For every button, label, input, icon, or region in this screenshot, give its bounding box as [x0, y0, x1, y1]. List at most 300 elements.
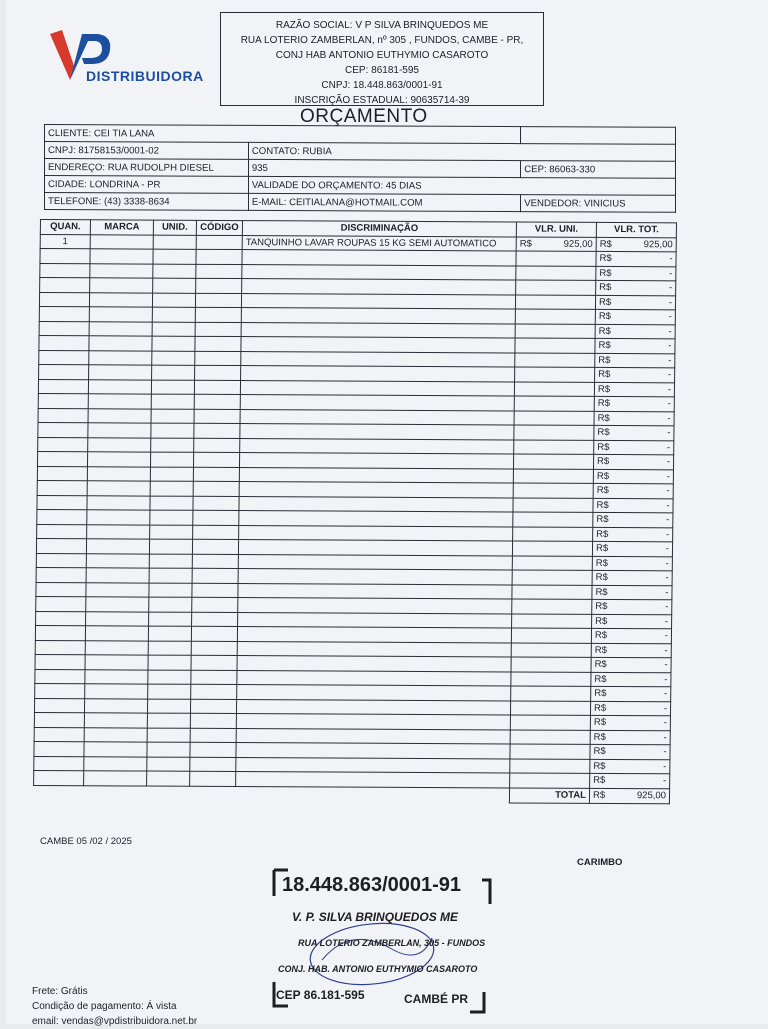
- empty-cell: [194, 409, 240, 424]
- client-cnpj: CNPJ: 81758153/0001-02: [45, 142, 249, 160]
- empty-cell: [152, 322, 195, 337]
- empty-cell: [86, 553, 149, 568]
- empty-cell: [242, 264, 516, 280]
- row-total-cell: [590, 773, 670, 788]
- valor-unitario: 925,00: [563, 238, 593, 250]
- empty-value: -: [667, 369, 672, 381]
- empty-cell: [84, 698, 147, 713]
- empty-cell: [84, 713, 147, 728]
- empty-cell: [241, 366, 515, 382]
- row-total-cell: [596, 251, 676, 266]
- item-codigo: [196, 235, 242, 250]
- empty-value: -: [666, 485, 670, 497]
- empty-value: -: [668, 311, 672, 323]
- currency-symbol: R$: [597, 412, 610, 424]
- row-total-cell: [594, 382, 674, 397]
- empty-cell: [514, 439, 594, 454]
- empty-value: -: [668, 297, 673, 309]
- client-cep: CEP: 86063-330: [521, 161, 676, 179]
- total-value: 925,00: [636, 790, 667, 802]
- item-quantidade: 1: [40, 234, 90, 249]
- empty-cell: [35, 640, 85, 655]
- client-telefone: TELEFONE: (43) 3338-8634: [45, 193, 249, 211]
- empty-cell: [194, 423, 240, 438]
- empty-cell: [515, 367, 595, 382]
- row-total-cell: [591, 672, 671, 687]
- row-total-cell: [590, 759, 670, 774]
- empty-value: -: [665, 572, 669, 584]
- empty-cell: [236, 714, 510, 730]
- empty-cell: [34, 698, 84, 713]
- empty-cell: [512, 570, 592, 585]
- empty-cell: [85, 626, 148, 641]
- empty-cell: [150, 452, 193, 467]
- empty-cell: [510, 715, 590, 730]
- row-total-cell: [594, 396, 674, 411]
- stamp-cep: CEP 86.181-595: [276, 988, 365, 1002]
- empty-cell: [193, 452, 239, 467]
- empty-cell: [87, 481, 150, 496]
- empty-value: -: [668, 340, 672, 352]
- empty-cell: [237, 670, 511, 686]
- empty-cell: [191, 626, 237, 641]
- empty-cell: [89, 350, 152, 365]
- row-total-cell: [596, 266, 676, 281]
- header-valor-unitario: VLR. UNI.: [516, 222, 596, 237]
- currency-symbol: R$: [593, 717, 607, 729]
- empty-cell: [152, 307, 195, 322]
- empty-cell: [39, 306, 89, 321]
- empty-cell: [88, 408, 151, 423]
- empty-cell: [512, 599, 592, 614]
- empty-cell: [238, 540, 512, 556]
- empty-cell: [241, 322, 515, 338]
- empty-cell: [86, 597, 149, 612]
- empty-cell: [241, 293, 515, 309]
- empty-cell: [192, 612, 238, 627]
- row-total-cell: [590, 730, 670, 745]
- empty-cell: [84, 771, 147, 786]
- row-total-cell: [591, 657, 671, 672]
- empty-cell: [238, 612, 512, 628]
- row-total-cell: [594, 440, 674, 455]
- currency-symbol: R$: [593, 746, 606, 758]
- empty-cell: [149, 583, 192, 598]
- company-ie: INSCRIÇÃO ESTADUAL: 90635714-39: [294, 95, 470, 106]
- empty-cell: [151, 380, 194, 395]
- empty-cell: [86, 539, 149, 554]
- client-blank-cell: [521, 127, 676, 145]
- empty-cell: [84, 742, 147, 757]
- client-cidade: CIDADE: LONDRINA - PR: [45, 176, 249, 194]
- empty-cell: [40, 277, 90, 292]
- empty-cell: [190, 728, 236, 743]
- empty-value: -: [663, 717, 667, 729]
- empty-cell: [190, 771, 236, 786]
- empty-cell: [89, 321, 152, 336]
- empty-cell: [87, 452, 150, 467]
- empty-cell: [512, 584, 592, 599]
- empty-cell: [511, 657, 591, 672]
- empty-cell: [239, 467, 513, 483]
- empty-cell: [89, 365, 152, 380]
- empty-value: -: [667, 398, 671, 410]
- empty-cell: [35, 669, 85, 684]
- stamp-company-name: V. P. SILVA BRINQUEDOS ME: [292, 910, 459, 924]
- empty-cell: [40, 249, 90, 264]
- currency-symbol: R$: [598, 296, 612, 308]
- currency-symbol: R$: [593, 775, 606, 787]
- row-total-cell: [593, 512, 673, 527]
- company-address: RUA LOTERIO ZAMBERLAN, nº 305 , FUNDOS, CAMBE - PR,: [240, 35, 524, 46]
- empty-value: -: [667, 427, 671, 439]
- empty-cell: [147, 713, 190, 728]
- empty-cell: [510, 744, 590, 759]
- client-name: CLIENTE: CEI TIA LANA: [45, 125, 521, 144]
- empty-cell: [194, 380, 240, 395]
- empty-value: -: [666, 456, 671, 468]
- empty-value: -: [663, 688, 668, 700]
- currency-symbol: R$: [596, 485, 609, 497]
- empty-cell: [86, 568, 149, 583]
- empty-cell: [191, 641, 237, 656]
- empty-cell: [152, 351, 195, 366]
- row-total-cell: [595, 338, 675, 353]
- empty-cell: [239, 525, 513, 541]
- company-cep: CEP: 86181-595: [345, 65, 419, 76]
- currency-symbol: R$: [595, 543, 609, 555]
- client-email: E-MAIL: CEITIALANA@HOTMAIL.COM: [248, 193, 520, 211]
- empty-cell: [150, 467, 193, 482]
- row-total-cell: [591, 686, 671, 701]
- empty-cell: [193, 510, 239, 525]
- empty-cell: [87, 524, 150, 539]
- empty-cell: [240, 438, 514, 454]
- row-total-cell: [593, 527, 673, 542]
- empty-cell: [148, 626, 191, 641]
- empty-value: -: [663, 761, 667, 773]
- empty-cell: [510, 700, 590, 715]
- empty-cell: [514, 410, 594, 425]
- empty-value: -: [667, 442, 671, 454]
- empty-cell: [34, 756, 84, 771]
- empty-value: -: [668, 326, 672, 338]
- empty-value: -: [666, 471, 670, 483]
- row-total-cell: [592, 599, 672, 614]
- currency-symbol: R$: [597, 456, 610, 468]
- empty-cell: [241, 351, 515, 367]
- empty-cell: [36, 582, 86, 597]
- client-validade: VALIDADE DO ORÇAMENTO: 45 DIAS: [248, 176, 675, 195]
- empty-cell: [84, 727, 147, 742]
- empty-cell: [195, 293, 241, 308]
- empty-cell: [88, 394, 151, 409]
- empty-cell: [86, 582, 149, 597]
- empty-cell: [515, 294, 595, 309]
- row-total-cell: [591, 628, 671, 643]
- empty-cell: [36, 611, 86, 626]
- empty-cell: [515, 352, 595, 367]
- header-valor-total: VLR. TOT.: [596, 222, 676, 237]
- empty-cell: [514, 425, 594, 440]
- items-table: [33, 219, 677, 804]
- currency-symbol: R$: [598, 325, 611, 337]
- empty-value: -: [664, 630, 669, 642]
- empty-value: -: [662, 775, 667, 787]
- empty-cell: [90, 249, 153, 264]
- total-spacer: [33, 785, 509, 802]
- empty-cell: [38, 379, 88, 394]
- currency-symbol: R$: [599, 253, 612, 265]
- empty-cell: [39, 364, 89, 379]
- empty-cell: [86, 611, 149, 626]
- empty-cell: [238, 569, 512, 585]
- empty-cell: [192, 554, 238, 569]
- footer-notes: [32, 984, 197, 1029]
- empty-cell: [37, 451, 87, 466]
- footer-email: email: vendas@vpdistribuidora.net.br: [32, 1016, 198, 1027]
- valor-total: 925,00: [643, 238, 673, 251]
- empty-cell: [149, 554, 192, 569]
- empty-cell: [196, 278, 242, 293]
- empty-cell: [150, 481, 193, 496]
- empty-value: -: [663, 732, 667, 744]
- item-marca: [90, 234, 153, 249]
- empty-value: -: [664, 616, 669, 628]
- empty-cell: [89, 336, 152, 351]
- stamp-city: CAMBÉ PR: [404, 992, 469, 1006]
- empty-cell: [515, 309, 595, 324]
- empty-value: -: [664, 674, 668, 686]
- empty-cell: [513, 468, 593, 483]
- row-total-cell: [595, 367, 675, 382]
- currency-symbol: R$: [599, 282, 612, 294]
- empty-cell: [35, 625, 85, 640]
- empty-cell: [512, 541, 592, 556]
- empty-cell: [90, 278, 153, 293]
- empty-cell: [151, 394, 194, 409]
- empty-cell: [148, 684, 191, 699]
- empty-cell: [241, 308, 515, 324]
- empty-cell: [149, 539, 192, 554]
- row-total-cell: [594, 411, 674, 426]
- empty-cell: [515, 323, 595, 338]
- empty-cell: [36, 553, 86, 568]
- row-total-cell: [592, 614, 672, 629]
- empty-cell: [236, 699, 510, 715]
- empty-cell: [192, 597, 238, 612]
- empty-cell: [238, 583, 512, 599]
- empty-value: -: [665, 558, 669, 570]
- empty-cell: [150, 525, 193, 540]
- empty-cell: [242, 279, 516, 295]
- empty-value: -: [669, 253, 673, 265]
- empty-cell: [195, 336, 241, 351]
- empty-cell: [88, 379, 151, 394]
- company-logo: [48, 28, 218, 88]
- currency-symbol: R$: [597, 427, 610, 439]
- empty-value: -: [667, 384, 672, 396]
- empty-cell: [88, 423, 151, 438]
- empty-value: -: [663, 746, 667, 758]
- empty-cell: [193, 525, 239, 540]
- empty-cell: [191, 655, 237, 670]
- empty-cell: [192, 583, 238, 598]
- company-info-box: [220, 12, 544, 106]
- client-numero: 935: [248, 159, 520, 177]
- empty-cell: [153, 278, 196, 293]
- empty-cell: [511, 628, 591, 643]
- empty-cell: [511, 671, 591, 686]
- header-marca: MARCA: [90, 220, 153, 235]
- empty-cell: [149, 612, 192, 627]
- row-total-cell: [590, 715, 670, 730]
- empty-value: -: [665, 543, 670, 555]
- row-total-cell: [593, 469, 673, 484]
- currency-symbol: R$: [594, 644, 607, 656]
- empty-cell: [236, 743, 510, 759]
- empty-cell: [149, 597, 192, 612]
- currency-symbol: R$: [595, 615, 608, 627]
- empty-cell: [515, 338, 595, 353]
- empty-cell: [38, 408, 88, 423]
- empty-cell: [513, 526, 593, 541]
- currency-symbol: R$: [596, 528, 609, 540]
- empty-cell: [148, 655, 191, 670]
- empty-cell: [34, 770, 84, 785]
- empty-cell: [35, 654, 85, 669]
- client-endereco: ENDEREÇO: RUA RUDOLPH DIESEL: [45, 159, 249, 177]
- empty-cell: [237, 641, 511, 657]
- row-total-cell: [595, 353, 675, 368]
- empty-cell: [40, 263, 90, 278]
- currency-symbol: R$: [595, 557, 609, 569]
- currency-symbol: R$: [598, 354, 611, 366]
- empty-cell: [513, 497, 593, 512]
- empty-cell: [516, 251, 596, 266]
- empty-cell: [195, 365, 241, 380]
- empty-cell: [35, 683, 85, 698]
- empty-cell: [190, 699, 236, 714]
- empty-cell: [514, 396, 594, 411]
- row-total-cell: [595, 324, 675, 339]
- empty-cell: [147, 728, 190, 743]
- empty-cell: [85, 669, 148, 684]
- empty-cell: [153, 264, 196, 279]
- row-total-cell: [595, 295, 675, 310]
- client-vendedor: VENDEDOR: VINICIUS: [521, 195, 676, 213]
- empty-cell: [39, 292, 89, 307]
- empty-cell: [236, 772, 510, 788]
- currency-symbol: R$: [596, 514, 609, 526]
- currency-symbol: R$: [598, 340, 611, 352]
- row-total-cell: [596, 280, 676, 295]
- empty-cell: [193, 467, 239, 482]
- company-cnpj: CNPJ: 18.448.863/0001-91: [321, 80, 443, 91]
- document-title: ORÇAMENTO: [300, 106, 428, 127]
- empty-cell: [190, 742, 236, 757]
- empty-cell: [151, 423, 194, 438]
- empty-cell: [87, 466, 150, 481]
- empty-cell: [37, 524, 87, 539]
- currency-symbol: R$: [598, 369, 611, 381]
- empty-cell: [239, 482, 513, 498]
- empty-cell: [190, 757, 236, 772]
- row-total-cell: [592, 556, 672, 571]
- empty-cell: [147, 771, 190, 786]
- empty-value: -: [664, 645, 668, 657]
- empty-value: -: [669, 268, 673, 280]
- item-unidade: [153, 235, 196, 250]
- empty-cell: [147, 699, 190, 714]
- empty-cell: [195, 322, 241, 337]
- empty-cell: [39, 335, 89, 350]
- currency-symbol: R$: [596, 470, 610, 482]
- footer-pagamento: Condição de pagamento: Á vista: [32, 1001, 177, 1012]
- currency-symbol: R$: [597, 398, 611, 410]
- empty-cell: [34, 712, 84, 727]
- empty-cell: [239, 511, 513, 527]
- header-discriminacao: DISCRIMINAÇÃO: [242, 221, 516, 237]
- currency-symbol: R$: [593, 702, 607, 714]
- stamp-cnpj: 18.448.863/0001-91: [282, 874, 462, 896]
- row-total-cell: [593, 483, 673, 498]
- company-conj: CONJ HAB ANTONIO EUTHYMIO CASAROTO: [275, 50, 489, 61]
- empty-cell: [191, 684, 237, 699]
- logo-text: DISTRIBUIDORA: [86, 68, 204, 84]
- currency-symbol: R$: [592, 789, 606, 801]
- empty-cell: [152, 293, 195, 308]
- header-unidade: UNID.: [153, 220, 196, 235]
- empty-cell: [193, 496, 239, 511]
- currency-symbol: R$: [595, 601, 608, 613]
- currency-symbol: R$: [597, 441, 610, 453]
- header-quantidade: QUAN.: [40, 220, 90, 235]
- currency-symbol: R$: [594, 673, 607, 685]
- empty-cell: [37, 495, 87, 510]
- empty-cell: [36, 538, 86, 553]
- empty-cell: [38, 422, 88, 437]
- empty-cell: [87, 495, 150, 510]
- empty-cell: [193, 481, 239, 496]
- row-total-cell: [595, 309, 675, 324]
- row-total-cell: [593, 498, 673, 513]
- currency-symbol: R$: [599, 267, 612, 279]
- empty-cell: [192, 539, 238, 554]
- empty-cell: [37, 480, 87, 495]
- empty-cell: [36, 567, 86, 582]
- empty-cell: [152, 365, 195, 380]
- row-total-cell: [591, 643, 671, 658]
- empty-cell: [148, 641, 191, 656]
- empty-cell: [191, 670, 237, 685]
- empty-cell: [514, 381, 594, 396]
- empty-cell: [511, 686, 591, 701]
- empty-cell: [89, 292, 152, 307]
- empty-cell: [240, 395, 514, 411]
- empty-cell: [90, 263, 153, 278]
- currency-symbol: R$: [593, 760, 606, 772]
- empty-value: -: [668, 282, 673, 294]
- empty-cell: [85, 684, 148, 699]
- empty-value: -: [665, 529, 670, 541]
- row-total-cell: [592, 541, 672, 556]
- currency-symbol: R$: [594, 688, 607, 700]
- empty-cell: [513, 454, 593, 469]
- row-total-cell: [592, 585, 672, 600]
- empty-value: -: [663, 703, 668, 715]
- empty-cell: [238, 554, 512, 570]
